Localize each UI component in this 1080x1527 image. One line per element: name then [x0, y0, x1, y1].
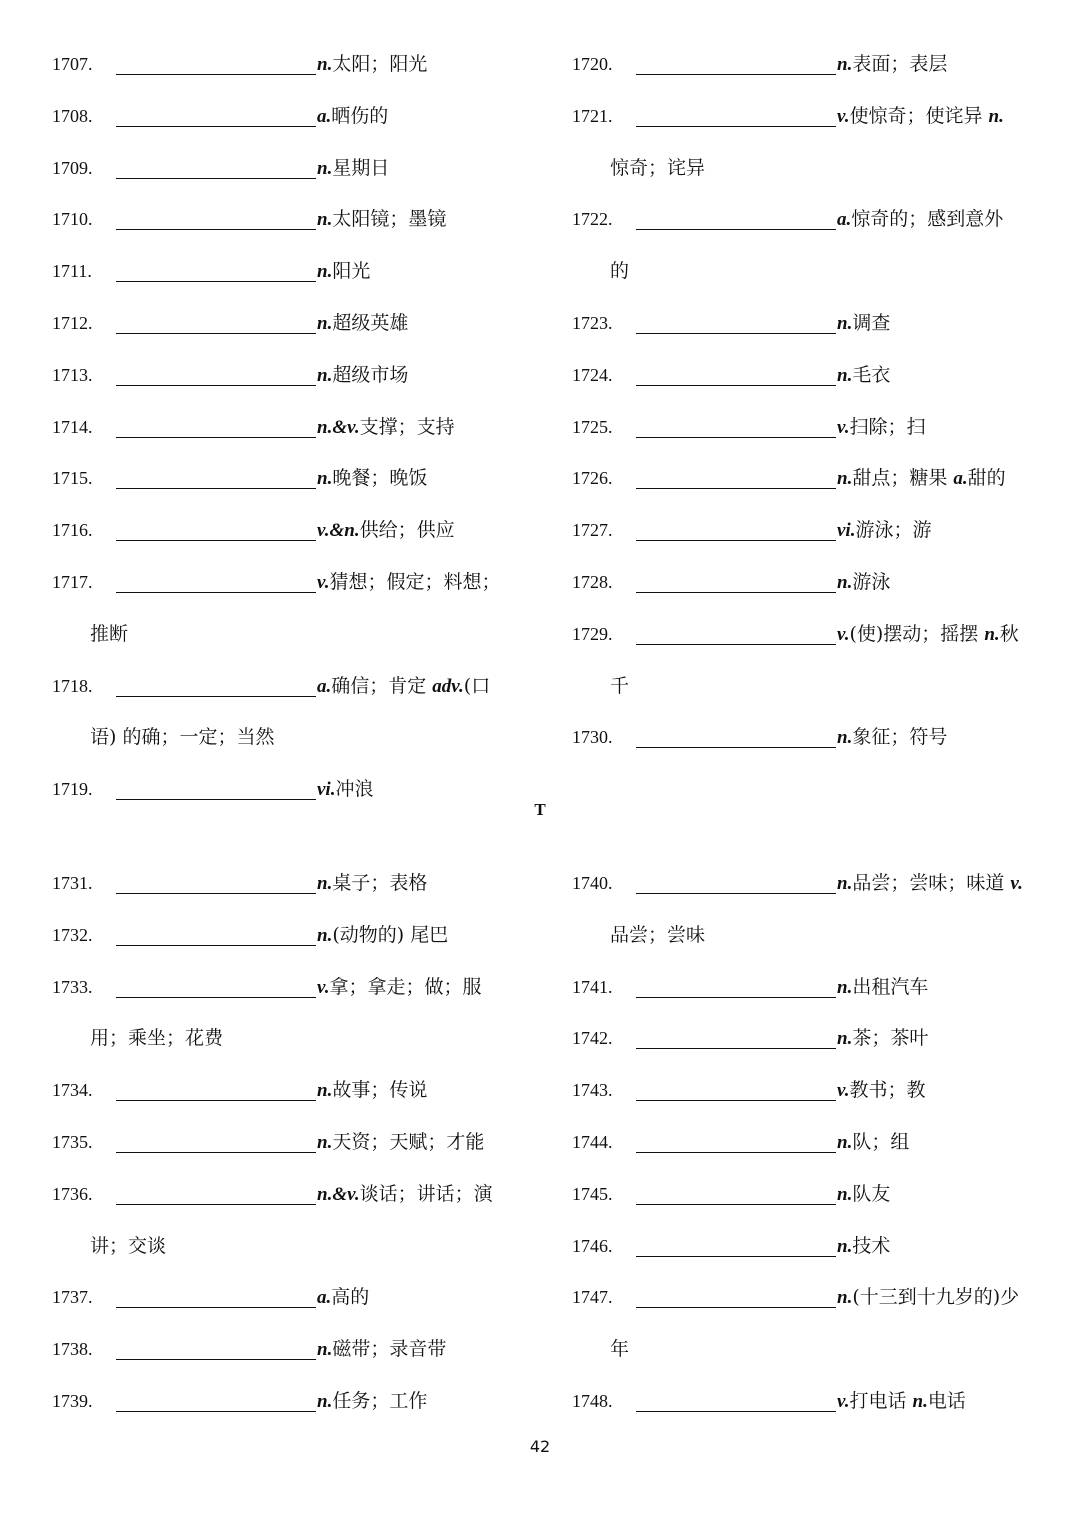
entry-number: 1737. — [52, 1287, 93, 1308]
vocab-entry — [52, 459, 532, 511]
definition — [317, 356, 408, 395]
vocab-entry — [572, 408, 1042, 460]
definition — [317, 252, 370, 291]
meaning-text: 故事；传说 — [332, 1079, 428, 1102]
part-of-speech: n. — [988, 105, 1004, 127]
vocab-entry — [52, 916, 532, 968]
part-of-speech: v. — [837, 623, 850, 645]
entry-number: 1739. — [52, 1390, 93, 1411]
entry-number: 1726. — [572, 468, 613, 489]
definition — [317, 1175, 493, 1214]
entry-number: 1735. — [52, 1131, 93, 1152]
part-of-speech: n. — [837, 873, 853, 894]
part-of-speech: n. — [317, 209, 333, 231]
entry-number: 1734. — [52, 1080, 93, 1101]
vocab-entry-continuation — [572, 667, 1042, 719]
vocab-entry — [572, 1123, 1042, 1175]
part-of-speech: a. — [953, 468, 968, 490]
answer-blank — [636, 74, 836, 75]
part-of-speech: n. — [984, 623, 1000, 645]
part-of-speech: n. — [837, 312, 853, 334]
answer-blank — [116, 1307, 316, 1308]
entry-number: 1741. — [572, 976, 613, 997]
definition — [837, 864, 1023, 903]
entry-number: 1723. — [572, 312, 613, 333]
meaning-text: 技术 — [852, 1234, 891, 1257]
column-right-top — [572, 45, 1042, 770]
meaning-text: 队；组 — [852, 1130, 910, 1153]
vocab-entry — [52, 864, 532, 916]
definition-continuation — [90, 718, 274, 756]
vocab-entry-continuation — [52, 718, 532, 770]
answer-blank — [116, 281, 316, 282]
vocab-entry — [52, 45, 532, 97]
part-of-speech: v. — [837, 1080, 850, 1102]
answer-blank — [116, 696, 316, 697]
definition — [317, 1123, 484, 1162]
definition — [837, 511, 931, 550]
definition — [317, 667, 490, 706]
vocab-entry-continuation — [52, 615, 532, 667]
answer-blank — [636, 1256, 836, 1257]
column-right-bottom — [572, 864, 1042, 1434]
vocab-entry-continuation — [572, 252, 1042, 304]
part-of-speech: n. — [317, 54, 333, 75]
part-of-speech: a. — [837, 209, 852, 231]
entry-number: 1719. — [52, 779, 93, 800]
page-number: 42 — [529, 1437, 551, 1456]
entry-number: 1742. — [572, 1028, 613, 1049]
meaning-text: 年 — [610, 1338, 630, 1361]
vocab-entry — [52, 1278, 532, 1330]
definition — [837, 1382, 966, 1421]
part-of-speech: a. — [317, 1287, 332, 1309]
meaning-text: 教书；教 — [849, 1079, 926, 1102]
vocab-entry — [52, 667, 532, 719]
entry-number: 1732. — [52, 924, 93, 945]
definition — [317, 511, 455, 550]
meaning-text: 推断 — [90, 622, 129, 645]
meaning-text: 游泳；游 — [855, 519, 932, 542]
vocab-entry — [572, 968, 1042, 1020]
entry-number: 1707. — [52, 54, 93, 74]
definition-continuation — [610, 916, 705, 954]
meaning-text: (动物的) 尾巴 — [332, 923, 449, 946]
vocab-entry-continuation — [572, 149, 1042, 201]
answer-blank — [116, 178, 316, 179]
vocab-entry-continuation — [52, 1019, 532, 1071]
answer-blank — [636, 437, 836, 438]
meaning-text: 星期日 — [332, 156, 390, 179]
part-of-speech: n. — [317, 1339, 333, 1361]
answer-blank — [636, 1411, 836, 1412]
part-of-speech: v. — [317, 571, 330, 593]
meaning-text: 供给；供应 — [359, 519, 455, 542]
definition-continuation — [90, 1227, 166, 1265]
definition — [317, 1278, 369, 1317]
part-of-speech: n. — [837, 727, 853, 749]
entry-number: 1722. — [572, 209, 613, 230]
meaning-text: 惊奇；诧异 — [610, 156, 706, 179]
answer-blank — [636, 1307, 836, 1308]
definition — [837, 200, 1003, 239]
vocab-entry — [572, 459, 1042, 511]
meaning-text: 出租汽车 — [852, 975, 929, 998]
entry-number: 1746. — [572, 1235, 613, 1256]
part-of-speech: n. — [912, 1390, 928, 1412]
part-of-speech: v. — [1010, 873, 1023, 894]
definition — [317, 1382, 427, 1421]
part-of-speech: n. — [837, 1235, 853, 1257]
vocab-entry — [572, 200, 1042, 252]
meaning-text: 队友 — [852, 1182, 891, 1205]
part-of-speech: n. — [317, 157, 333, 179]
vocab-entry — [572, 1071, 1042, 1123]
vocab-entry — [572, 1382, 1042, 1434]
meaning-text: 确信；肯定 — [331, 674, 433, 697]
definition — [837, 1019, 928, 1058]
definition — [317, 97, 388, 136]
entry-number: 1748. — [572, 1390, 613, 1411]
meaning-text: 晚餐；晚饭 — [332, 467, 428, 490]
answer-blank — [636, 1048, 836, 1049]
part-of-speech: n. — [837, 1131, 853, 1153]
vocab-entry — [572, 718, 1042, 770]
answer-blank — [636, 747, 836, 748]
meaning-text: 表面；表层 — [852, 53, 948, 75]
answer-blank — [636, 644, 836, 645]
part-of-speech: n. — [317, 873, 333, 894]
vocab-entry — [572, 45, 1042, 97]
meaning-text: 电话 — [927, 1389, 966, 1412]
vocab-entry-continuation — [572, 1330, 1042, 1382]
vocab-entry — [52, 1071, 532, 1123]
meaning-text: 毛衣 — [852, 363, 891, 386]
entry-number: 1725. — [572, 416, 613, 437]
answer-blank — [636, 1204, 836, 1205]
definition — [317, 916, 448, 955]
meaning-text: 的 — [610, 260, 630, 283]
entry-number: 1718. — [52, 675, 93, 696]
answer-blank — [116, 385, 316, 386]
meaning-text: 讲；交谈 — [90, 1234, 167, 1257]
answer-blank — [116, 1411, 316, 1412]
vocab-entry — [52, 97, 532, 149]
definition — [837, 1071, 926, 1110]
part-of-speech: n.&v. — [317, 1183, 360, 1205]
entry-number: 1715. — [52, 468, 93, 489]
entry-number: 1724. — [572, 364, 613, 385]
entry-number: 1738. — [52, 1339, 93, 1360]
meaning-text: 品尝；尝味；味道 — [852, 872, 1011, 894]
part-of-speech: n. — [317, 1131, 333, 1153]
answer-blank — [636, 385, 836, 386]
definition — [317, 1071, 427, 1110]
meaning-text: 使惊奇；使诧异 — [849, 104, 989, 127]
column-left-bottom — [52, 864, 532, 1434]
definition — [837, 1278, 1019, 1317]
entry-number: 1709. — [52, 157, 93, 178]
part-of-speech: v.&n. — [317, 520, 360, 542]
definition — [837, 718, 947, 757]
meaning-text: 游泳 — [852, 570, 891, 593]
answer-blank — [116, 945, 316, 946]
definition — [837, 1175, 890, 1214]
entry-number: 1729. — [572, 623, 613, 644]
vocab-entry — [572, 511, 1042, 563]
part-of-speech: n. — [837, 571, 853, 593]
definition — [837, 615, 1019, 654]
part-of-speech: n. — [317, 312, 333, 334]
vocab-entry — [52, 356, 532, 408]
vocab-entry — [52, 408, 532, 460]
definition — [837, 1227, 890, 1266]
part-of-speech: n. — [317, 261, 333, 283]
meaning-text: 冲浪 — [335, 778, 374, 801]
answer-blank — [636, 488, 836, 489]
answer-blank — [636, 893, 836, 894]
meaning-text: 任务；工作 — [332, 1389, 428, 1412]
entry-number: 1733. — [52, 976, 93, 997]
entry-number: 1712. — [52, 312, 93, 333]
part-of-speech: a. — [317, 675, 332, 697]
section-heading: T — [534, 800, 546, 819]
answer-blank — [116, 437, 316, 438]
answer-blank — [636, 1152, 836, 1153]
answer-blank — [116, 126, 316, 127]
meaning-text: 调查 — [852, 311, 891, 334]
entry-number: 1736. — [52, 1183, 93, 1204]
part-of-speech: v. — [317, 976, 330, 998]
vocab-entry — [572, 356, 1042, 408]
definition — [837, 563, 890, 602]
part-of-speech: v. — [837, 105, 850, 127]
meaning-text: 象征；符号 — [852, 726, 948, 749]
vocab-entry — [572, 1227, 1042, 1279]
meaning-text: 晒伤的 — [331, 104, 389, 127]
part-of-speech: v. — [837, 416, 850, 438]
entry-number: 1714. — [52, 416, 93, 437]
definition — [317, 408, 455, 447]
entry-number: 1717. — [52, 571, 93, 592]
meaning-text: 太阳镜；墨镜 — [332, 208, 447, 231]
answer-blank — [636, 540, 836, 541]
definition — [317, 563, 501, 602]
answer-blank — [116, 893, 316, 894]
answer-blank — [636, 1100, 836, 1101]
meaning-text: 太阳；阳光 — [332, 53, 428, 75]
definition — [317, 1330, 446, 1369]
meaning-text: 拿；拿走；做；服 — [329, 975, 482, 998]
answer-blank — [116, 1100, 316, 1101]
part-of-speech: vi. — [837, 520, 856, 542]
answer-blank — [116, 333, 316, 334]
entry-number: 1730. — [572, 727, 613, 748]
vocab-entry — [52, 1382, 532, 1434]
meaning-text: 千 — [610, 674, 630, 697]
meaning-text: 打电话 — [849, 1389, 913, 1412]
definition — [837, 304, 890, 343]
entry-number: 1720. — [572, 54, 613, 74]
entry-number: 1744. — [572, 1131, 613, 1152]
part-of-speech: n. — [837, 1287, 853, 1309]
meaning-text: (口 — [463, 674, 491, 697]
part-of-speech: n. — [317, 1390, 333, 1412]
definition-continuation — [90, 615, 128, 653]
entry-number: 1728. — [572, 571, 613, 592]
entry-number: 1731. — [52, 873, 93, 893]
entry-number: 1747. — [572, 1287, 613, 1308]
entry-number: 1710. — [52, 209, 93, 230]
part-of-speech: n. — [837, 976, 853, 998]
meaning-text: 高的 — [331, 1286, 370, 1309]
part-of-speech: vi. — [317, 779, 336, 801]
column-left-top — [52, 45, 532, 822]
meaning-text: 秋 — [999, 622, 1019, 645]
meaning-text: 磁带；录音带 — [332, 1338, 447, 1361]
meaning-text: 支撑；支持 — [359, 415, 455, 438]
part-of-speech: a. — [317, 105, 332, 127]
vocab-entry — [572, 615, 1042, 667]
vocab-entry — [572, 1175, 1042, 1227]
part-of-speech: n. — [837, 1183, 853, 1205]
meaning-text: 阳光 — [332, 260, 371, 283]
meaning-text: 甜点；糖果 — [852, 467, 954, 490]
entry-number: 1745. — [572, 1183, 613, 1204]
definition — [837, 968, 928, 1007]
entry-number: 1740. — [572, 873, 613, 893]
entry-number: 1727. — [572, 520, 613, 541]
definition — [837, 1123, 909, 1162]
definition-continuation — [610, 149, 705, 187]
definition — [317, 45, 427, 84]
definition — [317, 968, 482, 1007]
entry-number: 1716. — [52, 520, 93, 541]
answer-blank — [636, 126, 836, 127]
vocab-entry — [52, 968, 532, 1020]
vocab-entry — [572, 563, 1042, 615]
part-of-speech: n.&v. — [317, 416, 360, 438]
part-of-speech: n. — [317, 468, 333, 490]
answer-blank — [116, 229, 316, 230]
vocab-entry — [572, 1019, 1042, 1071]
meaning-text: 语) 的确；一定；当然 — [90, 726, 275, 749]
definition-continuation — [610, 252, 629, 290]
part-of-speech: n. — [317, 924, 333, 946]
vocab-entry — [572, 1278, 1042, 1330]
definition-continuation — [610, 1330, 629, 1368]
vocab-entry — [572, 304, 1042, 356]
meaning-text: 谈话；讲话；演 — [359, 1182, 493, 1205]
answer-blank — [116, 1152, 316, 1153]
entry-number: 1711. — [52, 261, 92, 282]
definition — [317, 864, 427, 903]
meaning-text: (使)摆动；摇摆 — [849, 622, 985, 645]
definition — [837, 97, 1004, 136]
vocab-entry — [52, 1123, 532, 1175]
vocab-entry — [52, 304, 532, 356]
meaning-text: 品尝；尝味 — [610, 923, 706, 946]
meaning-text: (十三到十九岁的)少 — [852, 1286, 1020, 1309]
part-of-speech: n. — [837, 1028, 853, 1050]
definition-continuation — [90, 1019, 223, 1057]
meaning-text: 扫除；扫 — [849, 415, 926, 438]
answer-blank — [116, 997, 316, 998]
answer-blank — [636, 229, 836, 230]
definition — [837, 459, 1006, 498]
entry-number: 1721. — [572, 105, 613, 126]
meaning-text: 甜的 — [967, 467, 1006, 490]
part-of-speech: v. — [837, 1390, 850, 1412]
part-of-speech: n. — [317, 1080, 333, 1102]
definition-continuation — [610, 667, 629, 705]
definition — [837, 45, 947, 84]
meaning-text: 天资；天赋；才能 — [332, 1130, 485, 1153]
definition — [837, 356, 890, 395]
meaning-text: 用；乘坐；花费 — [90, 1027, 224, 1050]
part-of-speech: n. — [837, 54, 853, 75]
vocab-entry — [52, 511, 532, 563]
part-of-speech: n. — [317, 364, 333, 386]
meaning-text: 猜想；假定；料想； — [329, 570, 501, 593]
vocab-entry — [572, 97, 1042, 149]
vocab-entry — [52, 200, 532, 252]
answer-blank — [116, 540, 316, 541]
definition — [837, 408, 926, 447]
vocab-entry — [52, 149, 532, 201]
part-of-speech: n. — [837, 468, 853, 490]
vocab-entry — [572, 864, 1042, 916]
vocab-entry — [52, 252, 532, 304]
vocab-entry — [52, 563, 532, 615]
meaning-text: 超级英雄 — [332, 311, 409, 334]
definition — [317, 149, 389, 188]
answer-blank — [636, 592, 836, 593]
definition — [317, 459, 427, 498]
entry-number: 1743. — [572, 1080, 613, 1101]
entry-number: 1713. — [52, 364, 93, 385]
vocab-entry-continuation — [52, 1227, 532, 1279]
answer-blank — [636, 997, 836, 998]
answer-blank — [116, 1359, 316, 1360]
meaning-text: 桌子；表格 — [332, 872, 428, 894]
meaning-text: 茶；茶叶 — [852, 1027, 929, 1050]
entry-number: 1708. — [52, 105, 93, 126]
part-of-speech: adv. — [432, 675, 464, 697]
answer-blank — [116, 1204, 316, 1205]
meaning-text: 超级市场 — [332, 363, 409, 386]
part-of-speech: n. — [837, 364, 853, 386]
definition — [317, 200, 446, 239]
vocab-entry-continuation — [572, 916, 1042, 968]
meaning-text: 惊奇的；感到意外 — [851, 208, 1004, 231]
answer-blank — [116, 74, 316, 75]
answer-blank — [116, 488, 316, 489]
vocab-entry — [52, 1175, 532, 1227]
vocab-entry — [52, 1330, 532, 1382]
definition — [317, 304, 408, 343]
answer-blank — [116, 592, 316, 593]
answer-blank — [636, 333, 836, 334]
